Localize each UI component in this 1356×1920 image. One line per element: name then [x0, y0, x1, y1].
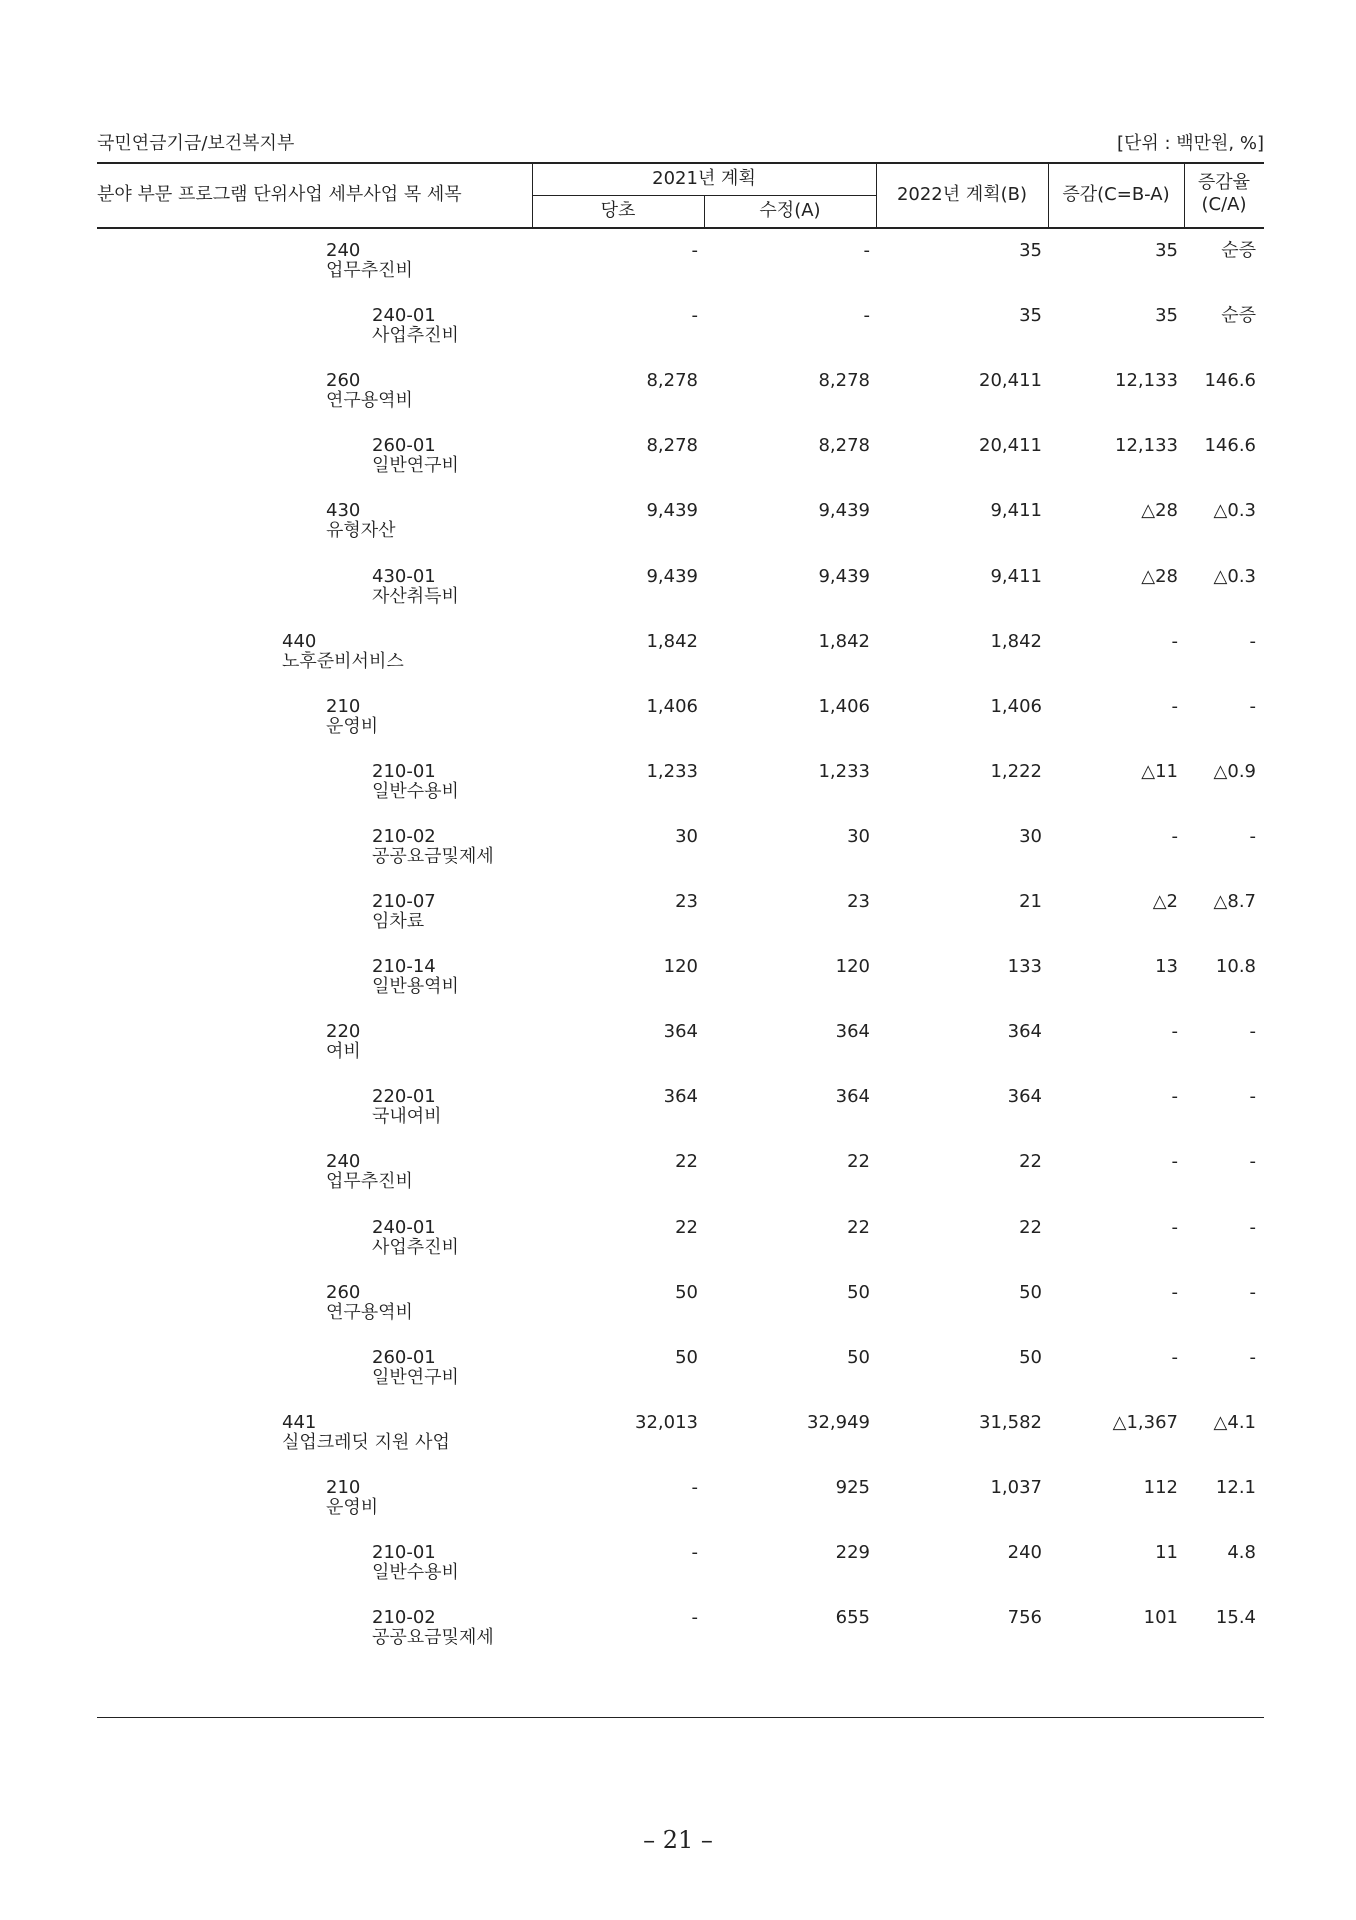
value-revised: 120 — [835, 956, 870, 977]
value-revised: 1,842 — [818, 631, 870, 652]
value-rate: △0.9 — [1213, 761, 1256, 782]
value-plan2022: 35 — [1019, 305, 1042, 326]
value-change: △11 — [1141, 761, 1178, 782]
table-row — [0, 370, 1356, 430]
item-name: 운영비 — [326, 716, 379, 737]
header-plan2021: 2021년 계획 — [652, 168, 756, 189]
value-rate: △0.3 — [1213, 566, 1256, 587]
value-revised: 9,439 — [818, 500, 870, 521]
value-original: 22 — [675, 1217, 698, 1238]
header-category: 분야 부문 프로그램 단위사업 세부사업 목 세목 — [97, 184, 462, 205]
value-revised: - — [863, 305, 870, 326]
table-row — [0, 956, 1356, 1016]
value-plan2022: 1,406 — [990, 696, 1042, 717]
value-change: 112 — [1143, 1477, 1178, 1498]
value-plan2022: 364 — [1007, 1086, 1042, 1107]
table-row — [0, 826, 1356, 886]
page-number: – 21 – — [643, 1826, 713, 1854]
item-name: 업무추진비 — [326, 1171, 413, 1192]
value-original: 1,406 — [646, 696, 698, 717]
value-plan2022: 31,582 — [979, 1412, 1042, 1433]
value-rate: △4.1 — [1213, 1412, 1256, 1433]
header-rate-formula: (C/A) — [1201, 194, 1247, 215]
value-change: - — [1171, 1217, 1178, 1238]
organization-label: 국민연금기금/보건복지부 — [97, 133, 295, 154]
value-plan2022: 364 — [1007, 1021, 1042, 1042]
value-original: 364 — [663, 1086, 698, 1107]
value-rate: △8.7 — [1213, 891, 1256, 912]
item-code: 220-01 — [372, 1086, 436, 1107]
table-row — [0, 240, 1356, 300]
value-revised: 925 — [835, 1477, 870, 1498]
value-plan2022: 240 — [1007, 1542, 1042, 1563]
table-row — [0, 1086, 1356, 1146]
value-plan2022: 1,037 — [990, 1477, 1042, 1498]
value-change: 35 — [1155, 240, 1178, 261]
value-original: 22 — [675, 1151, 698, 1172]
value-rate: - — [1249, 1151, 1256, 1172]
table-row — [0, 1151, 1356, 1211]
value-plan2022: 1,842 — [990, 631, 1042, 652]
item-name: 업무추진비 — [326, 260, 413, 281]
value-change: - — [1171, 826, 1178, 847]
item-code: 430 — [326, 500, 361, 521]
value-rate: - — [1249, 1086, 1256, 1107]
item-code: 440 — [282, 631, 317, 652]
item-name: 국내여비 — [372, 1106, 442, 1127]
value-original: 120 — [663, 956, 698, 977]
value-rate: 순증 — [1221, 240, 1256, 261]
value-original: - — [691, 1607, 698, 1628]
value-change: - — [1171, 631, 1178, 652]
item-code: 210 — [326, 696, 361, 717]
header-plan2022: 2022년 계획(B) — [896, 184, 1028, 205]
value-plan2022: 20,411 — [979, 435, 1042, 456]
value-change: 11 — [1155, 1542, 1178, 1563]
value-plan2022: 21 — [1019, 891, 1042, 912]
value-revised: 30 — [847, 826, 870, 847]
item-name: 일반연구비 — [372, 1367, 459, 1388]
table-top-rule — [97, 162, 1264, 164]
table-row — [0, 305, 1356, 365]
value-rate: - — [1249, 1021, 1256, 1042]
value-revised: 8,278 — [818, 435, 870, 456]
item-name: 사업추진비 — [372, 1237, 459, 1258]
value-change: - — [1171, 696, 1178, 717]
item-code: 210-02 — [372, 1607, 436, 1628]
value-plan2022: 133 — [1007, 956, 1042, 977]
value-plan2022: 35 — [1019, 240, 1042, 261]
value-change: 101 — [1143, 1607, 1178, 1628]
value-change: 35 — [1155, 305, 1178, 326]
value-revised: 22 — [847, 1217, 870, 1238]
header-original: 당초 — [600, 200, 636, 221]
value-rate: - — [1249, 1282, 1256, 1303]
item-code: 220 — [326, 1021, 361, 1042]
value-change: △2 — [1152, 891, 1178, 912]
item-code: 260 — [326, 1282, 361, 1303]
table-row — [0, 1347, 1356, 1407]
value-revised: 22 — [847, 1151, 870, 1172]
item-name: 일반용역비 — [372, 976, 459, 997]
value-revised: 229 — [835, 1542, 870, 1563]
table-row — [0, 1217, 1356, 1277]
value-change: - — [1171, 1151, 1178, 1172]
item-code: 210-07 — [372, 891, 436, 912]
value-change: △1,367 — [1112, 1412, 1178, 1433]
item-name: 일반수용비 — [372, 781, 459, 802]
value-change: △28 — [1141, 566, 1178, 587]
value-plan2022: 9,411 — [990, 500, 1042, 521]
value-original: 50 — [675, 1347, 698, 1368]
item-name: 유형자산 — [326, 520, 396, 541]
table-row — [0, 1021, 1356, 1081]
value-revised: 1,406 — [818, 696, 870, 717]
value-plan2022: 50 — [1019, 1282, 1042, 1303]
value-original: - — [691, 1542, 698, 1563]
table-row — [0, 631, 1356, 691]
value-change: - — [1171, 1282, 1178, 1303]
item-code: 240-01 — [372, 305, 436, 326]
value-revised: 364 — [835, 1086, 870, 1107]
value-change: 12,133 — [1115, 370, 1178, 391]
item-name: 연구용역비 — [326, 390, 413, 411]
table-row — [0, 891, 1356, 951]
value-original: 23 — [675, 891, 698, 912]
value-rate: 146.6 — [1204, 435, 1256, 456]
value-plan2022: 756 — [1007, 1607, 1042, 1628]
table-row — [0, 500, 1356, 560]
value-rate: - — [1249, 1217, 1256, 1238]
item-name: 공공요금및제세 — [372, 1627, 494, 1648]
value-change: - — [1171, 1021, 1178, 1042]
value-rate: 10.8 — [1215, 956, 1256, 977]
value-original: 50 — [675, 1282, 698, 1303]
item-code: 260-01 — [372, 1347, 436, 1368]
value-original: - — [691, 305, 698, 326]
item-code: 210-01 — [372, 761, 436, 782]
table-row — [0, 1542, 1356, 1602]
value-original: 1,842 — [646, 631, 698, 652]
value-revised: 50 — [847, 1282, 870, 1303]
value-original: 9,439 — [646, 566, 698, 587]
table-row — [0, 1282, 1356, 1342]
value-rate: - — [1249, 1347, 1256, 1368]
value-change: △28 — [1141, 500, 1178, 521]
value-revised: 655 — [835, 1607, 870, 1628]
value-change: 12,133 — [1115, 435, 1178, 456]
value-original: - — [691, 240, 698, 261]
item-name: 일반연구비 — [372, 455, 459, 476]
value-rate: 15.4 — [1215, 1607, 1256, 1628]
value-rate: - — [1249, 826, 1256, 847]
item-code: 260 — [326, 370, 361, 391]
item-code: 240 — [326, 240, 361, 261]
item-name: 일반수용비 — [372, 1562, 459, 1583]
item-name: 사업추진비 — [372, 325, 459, 346]
value-change: 13 — [1155, 956, 1178, 977]
value-revised: 50 — [847, 1347, 870, 1368]
item-name: 임차료 — [372, 911, 425, 932]
value-change: - — [1171, 1347, 1178, 1368]
value-original: - — [691, 1477, 698, 1498]
value-rate: 4.8 — [1227, 1542, 1256, 1563]
value-original: 364 — [663, 1021, 698, 1042]
value-revised: 364 — [835, 1021, 870, 1042]
unit-label: [단위 : 백만원, %] — [1116, 133, 1264, 154]
table-header-bottom-rule — [97, 227, 1264, 229]
table-row — [0, 696, 1356, 756]
value-original: 9,439 — [646, 500, 698, 521]
item-name: 자산취득비 — [372, 586, 459, 607]
value-rate: 순증 — [1221, 305, 1256, 326]
item-code: 210-01 — [372, 1542, 436, 1563]
value-rate: △0.3 — [1213, 500, 1256, 521]
table-row — [0, 761, 1356, 821]
table-row — [0, 435, 1356, 495]
item-code: 210-14 — [372, 956, 436, 977]
value-revised: 9,439 — [818, 566, 870, 587]
item-code: 240 — [326, 1151, 361, 1172]
table-bottom-rule — [97, 1717, 1264, 1718]
item-code: 210 — [326, 1477, 361, 1498]
value-rate: 146.6 — [1204, 370, 1256, 391]
page-header — [97, 132, 1264, 156]
value-revised: 1,233 — [818, 761, 870, 782]
value-revised: - — [863, 240, 870, 261]
value-rate: - — [1249, 696, 1256, 717]
value-revised: 8,278 — [818, 370, 870, 391]
table-row — [0, 1607, 1356, 1667]
table-row — [0, 1477, 1356, 1537]
value-plan2022: 22 — [1019, 1151, 1042, 1172]
item-name: 노후준비서비스 — [282, 651, 404, 672]
value-original: 1,233 — [646, 761, 698, 782]
value-plan2022: 22 — [1019, 1217, 1042, 1238]
item-name: 실업크레딧 지원 사업 — [282, 1432, 450, 1453]
item-code: 441 — [282, 1412, 317, 1433]
value-original: 32,013 — [635, 1412, 698, 1433]
item-code: 240-01 — [372, 1217, 436, 1238]
value-plan2022: 9,411 — [990, 566, 1042, 587]
value-plan2022: 50 — [1019, 1347, 1042, 1368]
value-original: 8,278 — [646, 435, 698, 456]
item-code: 430-01 — [372, 566, 436, 587]
value-plan2022: 20,411 — [979, 370, 1042, 391]
value-original: 8,278 — [646, 370, 698, 391]
header-revised: 수정(A) — [759, 200, 821, 221]
table-row — [0, 1412, 1356, 1472]
value-rate: - — [1249, 631, 1256, 652]
table-row — [0, 566, 1356, 626]
value-original: 30 — [675, 826, 698, 847]
item-name: 연구용역비 — [326, 1302, 413, 1323]
value-revised: 32,949 — [807, 1412, 870, 1433]
header-change: 증감(C=B-A) — [1062, 184, 1170, 205]
value-revised: 23 — [847, 891, 870, 912]
value-plan2022: 30 — [1019, 826, 1042, 847]
header-rate: 증감율 — [1197, 172, 1251, 193]
value-rate: 12.1 — [1215, 1477, 1256, 1498]
item-code: 210-02 — [372, 826, 436, 847]
value-change: - — [1171, 1086, 1178, 1107]
item-name: 여비 — [326, 1041, 361, 1062]
value-plan2022: 1,222 — [990, 761, 1042, 782]
item-code: 260-01 — [372, 435, 436, 456]
item-name: 공공요금및제세 — [372, 846, 494, 867]
item-name: 운영비 — [326, 1497, 379, 1518]
